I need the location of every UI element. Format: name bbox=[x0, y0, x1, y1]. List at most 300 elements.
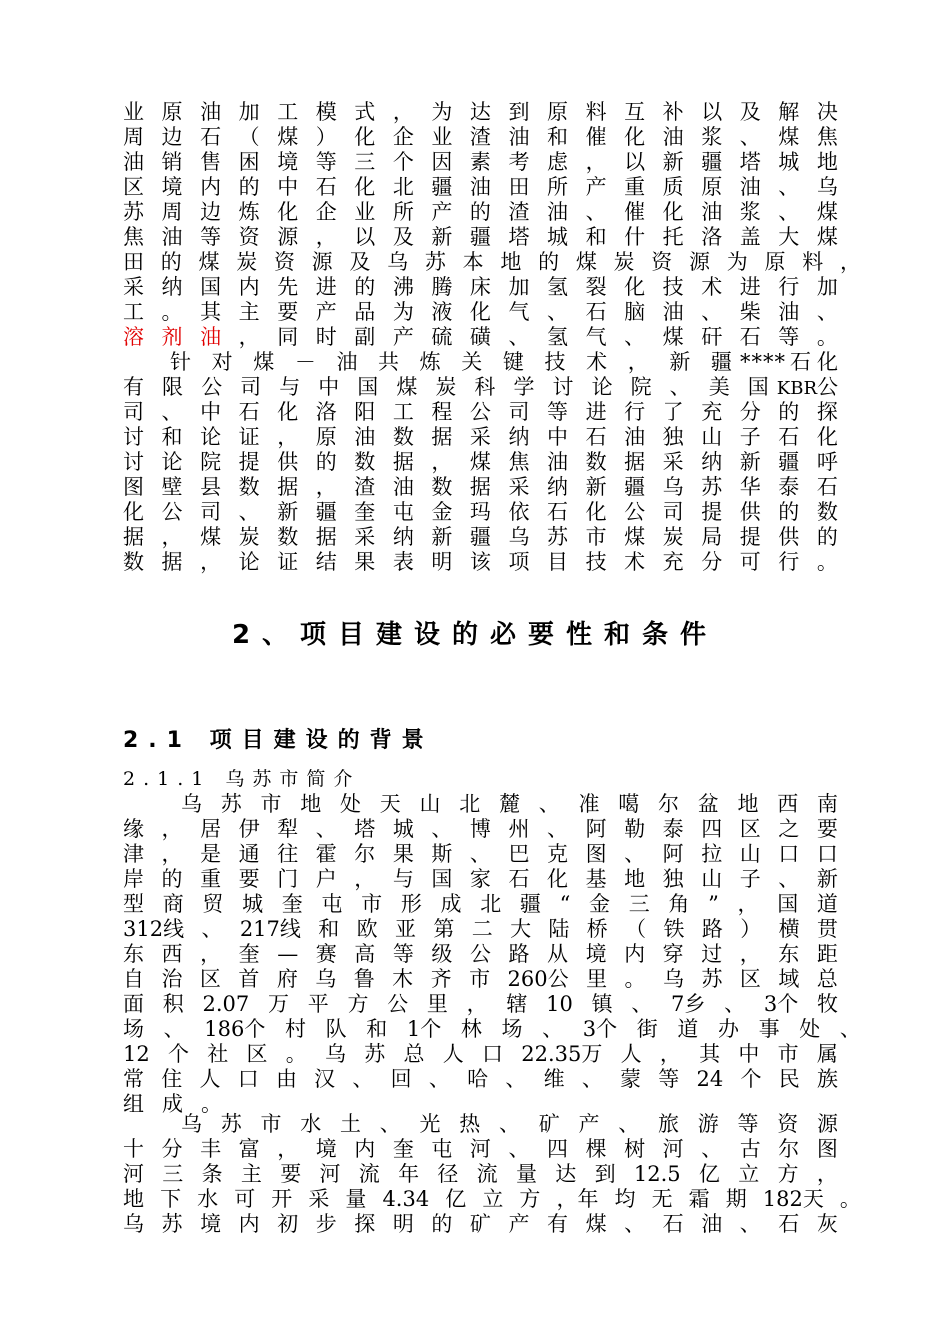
text-token: 内 bbox=[238, 275, 260, 299]
text-token: 数 bbox=[431, 475, 453, 499]
text-token: 苏 bbox=[161, 1212, 183, 1236]
text-token: 方 bbox=[347, 992, 369, 1016]
text-token: 区 bbox=[739, 817, 761, 841]
text-token: 万 bbox=[267, 992, 289, 1016]
text-token: 分 bbox=[701, 550, 723, 574]
text-token: 明 bbox=[431, 550, 453, 574]
text-token: 22.35万 bbox=[521, 1042, 603, 1066]
text-token: 油 bbox=[547, 450, 569, 474]
text-token: 供 bbox=[778, 525, 800, 549]
text-token: 炭 bbox=[236, 250, 258, 274]
text-token: 治 bbox=[161, 967, 183, 991]
text-token: 。 bbox=[624, 967, 646, 991]
text-token: 地 bbox=[624, 867, 646, 891]
text-token: 床 bbox=[469, 275, 491, 299]
text-token: 往 bbox=[277, 842, 299, 866]
text-token: 据 bbox=[315, 525, 337, 549]
text-token: ， bbox=[627, 350, 649, 374]
text-token: 186个 bbox=[204, 1017, 266, 1041]
text-token: 、 bbox=[778, 200, 800, 224]
text-token: 果 bbox=[392, 842, 414, 866]
text-token: 场 bbox=[123, 1017, 144, 1041]
text-token: 共 bbox=[378, 350, 400, 374]
text-token: 奎 bbox=[354, 500, 376, 524]
text-token: 成 bbox=[162, 1092, 183, 1116]
text-token: 十 bbox=[123, 1137, 144, 1161]
text-token: 采 bbox=[354, 525, 376, 549]
text-token: 尔 bbox=[354, 842, 376, 866]
text-token: 售 bbox=[200, 150, 222, 174]
text-token: 资 bbox=[777, 1112, 799, 1136]
text-token: 积 bbox=[162, 992, 184, 1016]
paragraph-2 bbox=[123, 350, 838, 575]
text-token: 山 bbox=[419, 792, 441, 816]
text-token: 油 bbox=[739, 175, 761, 199]
text-token: 纳 bbox=[701, 450, 723, 474]
text-token: 苏 bbox=[701, 475, 723, 499]
text-token: 区 bbox=[123, 175, 144, 199]
text-token: 。 bbox=[201, 1092, 222, 1116]
text-token: 天 bbox=[379, 792, 401, 816]
text-token: 金 bbox=[589, 892, 610, 916]
text-token: 的 bbox=[354, 275, 376, 299]
text-token: 市 bbox=[260, 1112, 282, 1136]
text-token: 的 bbox=[538, 250, 560, 274]
text-token: 麓 bbox=[499, 792, 520, 816]
text-token: 油 bbox=[354, 425, 376, 449]
text-token: 年 bbox=[398, 1162, 420, 1186]
text-token: 新 bbox=[431, 225, 453, 249]
text-token: 行 bbox=[778, 275, 800, 299]
text-token: 、 bbox=[631, 992, 653, 1016]
text-token: 亿 bbox=[698, 1162, 720, 1186]
text-token: 硫 bbox=[431, 325, 453, 349]
text-token: 石 bbox=[238, 400, 260, 424]
text-token: 论 bbox=[161, 450, 183, 474]
text-token: 、 bbox=[778, 867, 800, 891]
text-token: － bbox=[294, 350, 316, 374]
text-token: 路 bbox=[701, 917, 723, 941]
text-token: 以 bbox=[701, 100, 723, 124]
paragraph-2-line-2 bbox=[123, 375, 838, 400]
text-token: 光 bbox=[419, 1112, 441, 1136]
text-token: 、 bbox=[238, 500, 260, 524]
text-token: 、 bbox=[161, 400, 183, 424]
text-token: 三 bbox=[162, 1162, 184, 1186]
text-token: 齐 bbox=[430, 967, 452, 991]
text-token: 方 bbox=[519, 1187, 541, 1211]
text-token: 炭 bbox=[435, 375, 457, 399]
text-token: 与 bbox=[392, 867, 414, 891]
text-token: 油 bbox=[701, 200, 723, 224]
text-token: 。 bbox=[161, 300, 183, 324]
text-token: 桥 bbox=[586, 917, 608, 941]
text-token: 3个 bbox=[763, 992, 799, 1016]
paragraph-3-line bbox=[123, 1042, 838, 1067]
text-token: 焦 bbox=[123, 225, 144, 249]
text-token: 司 bbox=[240, 375, 262, 399]
text-token: ， bbox=[200, 942, 222, 966]
text-token: 果 bbox=[354, 550, 376, 574]
text-token: 的 bbox=[778, 400, 800, 424]
text-token: 苏 bbox=[424, 250, 446, 274]
text-token: 氢 bbox=[547, 325, 569, 349]
text-token: ， bbox=[816, 1162, 838, 1186]
text-token: 区 bbox=[199, 967, 221, 991]
text-token: 料 bbox=[585, 100, 607, 124]
text-token: 华 bbox=[739, 475, 761, 499]
text-token: 脑 bbox=[624, 300, 646, 324]
text-token: 公 bbox=[624, 500, 646, 524]
text-token: 1个 bbox=[406, 1017, 442, 1041]
text-token: 炼 bbox=[238, 200, 260, 224]
text-token: 炭 bbox=[238, 525, 260, 549]
paragraph-3-line bbox=[123, 792, 838, 817]
text-token: 山 bbox=[701, 867, 723, 891]
text-token: 312线 bbox=[123, 917, 185, 941]
paragraph-4-line bbox=[123, 1112, 838, 1137]
text-token: 的 bbox=[160, 250, 182, 274]
text-token: 乌 bbox=[387, 250, 409, 274]
text-token: 北 bbox=[480, 892, 502, 916]
text-token: 苏 bbox=[123, 200, 144, 224]
text-token: 拉 bbox=[701, 842, 723, 866]
text-token: 要 bbox=[238, 867, 260, 891]
text-token: 决 bbox=[816, 100, 838, 124]
text-token: 境 bbox=[277, 150, 299, 174]
text-token: 、 bbox=[701, 300, 723, 324]
text-token: 中 bbox=[318, 375, 340, 399]
paragraph-3-line bbox=[123, 1017, 861, 1042]
text-token: 府 bbox=[276, 967, 298, 991]
text-token: 南 bbox=[817, 792, 838, 816]
text-token: 横 bbox=[778, 917, 800, 941]
text-token: 立 bbox=[738, 1162, 760, 1186]
text-token: 条 bbox=[201, 1162, 223, 1186]
text-token: 之 bbox=[778, 817, 800, 841]
text-token: 据 bbox=[392, 450, 414, 474]
text-token: 境 bbox=[161, 175, 183, 199]
paragraph-2-line-2-end: 公 bbox=[817, 375, 838, 399]
text-token: 煤 bbox=[575, 250, 597, 274]
text-token: 企 bbox=[315, 200, 337, 224]
text-token: 本 bbox=[462, 250, 484, 274]
text-token: 腾 bbox=[431, 275, 453, 299]
text-token: 疆 bbox=[469, 225, 491, 249]
paragraph-3-line bbox=[123, 992, 838, 1017]
text-token: 煤 bbox=[662, 325, 684, 349]
text-token: 以 bbox=[354, 225, 376, 249]
text-token: 斯 bbox=[431, 842, 453, 866]
text-token: 地 bbox=[737, 792, 759, 816]
text-token: 木 bbox=[392, 967, 414, 991]
text-token: 的 bbox=[778, 500, 800, 524]
text-token: 数 bbox=[354, 450, 376, 474]
text-token: 可 bbox=[234, 1187, 256, 1211]
text-token: 化 bbox=[277, 200, 299, 224]
text-token: 源 bbox=[689, 250, 711, 274]
text-token: 市 bbox=[777, 1042, 799, 1066]
text-token: 其 bbox=[200, 300, 222, 324]
text-token: 中 bbox=[547, 425, 569, 449]
text-token: 260公 bbox=[507, 967, 569, 991]
text-token: 三 bbox=[628, 892, 650, 916]
text-token: 依 bbox=[508, 500, 530, 524]
text-token: 土 bbox=[340, 1112, 361, 1136]
text-token: 液 bbox=[431, 300, 453, 324]
text-token: 公 bbox=[469, 942, 491, 966]
text-token: 苏 bbox=[547, 525, 569, 549]
text-token: 贸 bbox=[202, 892, 224, 916]
text-token: 产 bbox=[578, 1112, 600, 1136]
text-token: 学 bbox=[513, 375, 535, 399]
text-token: 道 bbox=[677, 1017, 699, 1041]
text-token: 区 bbox=[739, 967, 761, 991]
text-token: 资 bbox=[238, 225, 260, 249]
text-token: 数 bbox=[238, 475, 260, 499]
text-token: ） bbox=[315, 125, 337, 149]
text-token: 煤 bbox=[778, 125, 800, 149]
text-token: 铁 bbox=[663, 917, 685, 941]
text-token: 疆 bbox=[701, 150, 723, 174]
text-token: 纳 bbox=[508, 425, 530, 449]
text-token: 塔 bbox=[354, 817, 376, 841]
text-token: 数 bbox=[277, 525, 299, 549]
text-token: 补 bbox=[662, 100, 684, 124]
text-token: 据 bbox=[123, 525, 144, 549]
text-token: 高 bbox=[354, 942, 376, 966]
text-token: 24 bbox=[696, 1067, 724, 1091]
text-token: 游 bbox=[697, 1112, 719, 1136]
text-token: 化 bbox=[585, 500, 607, 524]
text-token: 水 bbox=[300, 1112, 322, 1136]
text-token: ） bbox=[740, 917, 762, 941]
text-token: 等 bbox=[392, 942, 414, 966]
text-token: 炭 bbox=[613, 250, 635, 274]
text-token: 玛 bbox=[469, 500, 491, 524]
text-token: 油 bbox=[701, 1212, 723, 1236]
text-token: 、 bbox=[816, 300, 838, 324]
paragraph-2-line bbox=[123, 500, 838, 525]
text-token: 赛 bbox=[315, 942, 337, 966]
text-token: 先 bbox=[277, 275, 299, 299]
text-token: 及 bbox=[349, 250, 371, 274]
highlighted-text: 溶 bbox=[123, 325, 144, 349]
text-token: 、 bbox=[508, 1137, 530, 1161]
text-token: 通 bbox=[238, 842, 260, 866]
text-token: 阳 bbox=[354, 400, 376, 424]
text-token: 田 bbox=[508, 175, 530, 199]
text-token: 据 bbox=[469, 475, 491, 499]
text-token: 准 bbox=[578, 792, 600, 816]
text-token: 化 bbox=[547, 867, 569, 891]
text-token: 石 bbox=[315, 175, 337, 199]
text-token: 。 bbox=[285, 1042, 307, 1066]
text-token: 古 bbox=[739, 1137, 761, 1161]
text-token: 乌 bbox=[315, 967, 337, 991]
text-token: 城 bbox=[547, 225, 569, 249]
text-token: 科 bbox=[474, 375, 496, 399]
text-token: 居 bbox=[200, 817, 222, 841]
text-token: 个 bbox=[392, 150, 414, 174]
text-token: 可 bbox=[739, 550, 761, 574]
text-token: 灰 bbox=[816, 1212, 838, 1236]
text-token: 河 bbox=[469, 1137, 491, 1161]
text-token: 村 bbox=[284, 1017, 306, 1041]
text-token: 大 bbox=[778, 225, 800, 249]
text-token: 等 bbox=[315, 150, 337, 174]
text-token: 河 bbox=[123, 1162, 144, 1186]
text-token: 疆 bbox=[519, 892, 541, 916]
text-token: 泰 bbox=[662, 817, 684, 841]
text-token: 、 bbox=[505, 1067, 527, 1091]
text-token: 塔 bbox=[739, 150, 761, 174]
text-token: 浆 bbox=[739, 200, 761, 224]
text-token: 鲁 bbox=[353, 967, 375, 991]
text-token: 达 bbox=[469, 100, 491, 124]
text-token: 富 bbox=[238, 1137, 260, 1161]
text-token: 采 bbox=[308, 1187, 330, 1211]
text-token: 采 bbox=[123, 275, 144, 299]
text-token: 镇 bbox=[591, 992, 613, 1016]
section-heading: 2、项目建设的必要性和条件 bbox=[231, 620, 719, 650]
text-token: 个 bbox=[740, 1067, 762, 1091]
text-token: 过 bbox=[701, 942, 723, 966]
text-token: ， bbox=[737, 892, 759, 916]
text-token: 。 bbox=[839, 1187, 861, 1211]
text-token: ” bbox=[708, 892, 719, 916]
text-token: 社 bbox=[207, 1042, 229, 1066]
text-token: 焦 bbox=[816, 125, 838, 149]
text-token: 径 bbox=[437, 1162, 459, 1186]
text-token: 源 bbox=[311, 250, 333, 274]
text-token: 中 bbox=[200, 400, 222, 424]
text-token: 和 bbox=[366, 1017, 388, 1041]
text-token: 国 bbox=[431, 867, 453, 891]
text-token: 量 bbox=[345, 1187, 367, 1211]
text-token: 术 bbox=[624, 550, 646, 574]
text-token: 泰 bbox=[778, 475, 800, 499]
text-token: 的 bbox=[469, 200, 491, 224]
text-token: 内 bbox=[238, 1212, 260, 1236]
text-token: 北 bbox=[392, 175, 414, 199]
text-token: 地 bbox=[816, 150, 838, 174]
text-token: 乌 bbox=[662, 967, 684, 991]
paragraph-2-line bbox=[123, 450, 838, 475]
text-token: 油 bbox=[161, 225, 183, 249]
text-token: 山 bbox=[739, 842, 761, 866]
text-token: 讨 bbox=[123, 450, 144, 474]
text-token: 重 bbox=[624, 175, 646, 199]
text-token: 催 bbox=[624, 200, 646, 224]
text-token: 苏 bbox=[701, 967, 723, 991]
subsubsection-heading: 2.1.1 乌苏市简介 bbox=[123, 768, 361, 790]
text-token: （ bbox=[238, 125, 260, 149]
text-token: 国 bbox=[747, 375, 769, 399]
text-token: 西 bbox=[777, 792, 799, 816]
text-token: 乌 bbox=[324, 1042, 346, 1066]
text-token: 浆 bbox=[701, 125, 723, 149]
text-token: 3个 bbox=[582, 1017, 618, 1041]
text-token: 塔 bbox=[508, 225, 530, 249]
text-token: 是 bbox=[200, 842, 222, 866]
text-token: 原 bbox=[315, 425, 337, 449]
text-token: 均 bbox=[614, 1187, 636, 1211]
text-token: 关 bbox=[461, 350, 483, 374]
text-token: 产 bbox=[315, 300, 337, 324]
text-token: 中 bbox=[277, 175, 299, 199]
text-token: 乌 bbox=[816, 175, 838, 199]
text-token: 首 bbox=[238, 967, 260, 991]
paragraph-3-line bbox=[123, 842, 838, 867]
text-token: 分 bbox=[161, 1137, 183, 1161]
highlighted-text: 剂 bbox=[161, 325, 183, 349]
text-token: 石 bbox=[778, 425, 800, 449]
text-token: 局 bbox=[701, 525, 723, 549]
text-token: 要 bbox=[816, 817, 838, 841]
text-token: 金 bbox=[431, 500, 453, 524]
text-token: 县 bbox=[200, 475, 222, 499]
text-token: 巴 bbox=[508, 842, 530, 866]
text-token: 屯 bbox=[321, 892, 343, 916]
text-token: 北 bbox=[459, 792, 481, 816]
text-token: 、 bbox=[669, 375, 691, 399]
text-token: 数 bbox=[816, 500, 838, 524]
text-token: 技 bbox=[544, 350, 566, 374]
text-token: 门 bbox=[277, 867, 299, 891]
text-token: 12.5 bbox=[633, 1162, 681, 1186]
text-token: 为 bbox=[431, 100, 453, 124]
text-token: 街 bbox=[636, 1017, 658, 1041]
text-token: 乌 bbox=[181, 1112, 202, 1136]
text-token: 术 bbox=[701, 275, 723, 299]
paragraph-4-line bbox=[123, 1212, 838, 1237]
text-token: 石 bbox=[585, 425, 607, 449]
text-token: 气 bbox=[508, 300, 530, 324]
paragraph-2-line bbox=[123, 425, 838, 450]
text-token: 边 bbox=[200, 200, 222, 224]
text-token: 、 bbox=[469, 842, 491, 866]
text-token: 数 bbox=[392, 425, 414, 449]
text-token: 阿 bbox=[662, 842, 684, 866]
text-token: 呼 bbox=[816, 450, 838, 474]
text-token: 水 bbox=[197, 1187, 219, 1211]
text-token: 炭 bbox=[662, 525, 684, 549]
paragraph-4 bbox=[123, 1112, 861, 1237]
text-token: 虑 bbox=[547, 150, 569, 174]
text-token: 奎 bbox=[238, 942, 260, 966]
text-token: 加 bbox=[508, 275, 530, 299]
text-token: 化 bbox=[354, 175, 376, 199]
text-token: 院 bbox=[630, 375, 652, 399]
text-token: 、 bbox=[624, 325, 646, 349]
text-token: 人 bbox=[199, 1067, 221, 1091]
text-token: 山 bbox=[701, 425, 723, 449]
text-token: 纳 bbox=[392, 525, 414, 549]
text-token: 亚 bbox=[394, 917, 416, 941]
text-token: — bbox=[277, 942, 299, 966]
text-token: 质 bbox=[662, 175, 684, 199]
text-token: 料 bbox=[802, 250, 824, 274]
text-token: 炼 bbox=[419, 350, 441, 374]
text-token: 、 bbox=[538, 792, 560, 816]
text-token: 克 bbox=[547, 842, 569, 866]
text-token: 探 bbox=[354, 1212, 376, 1236]
text-token: 个 bbox=[167, 1042, 189, 1066]
text-token: 限 bbox=[162, 375, 184, 399]
text-token: 苏 bbox=[220, 1112, 242, 1136]
text-token: 采 bbox=[662, 450, 684, 474]
